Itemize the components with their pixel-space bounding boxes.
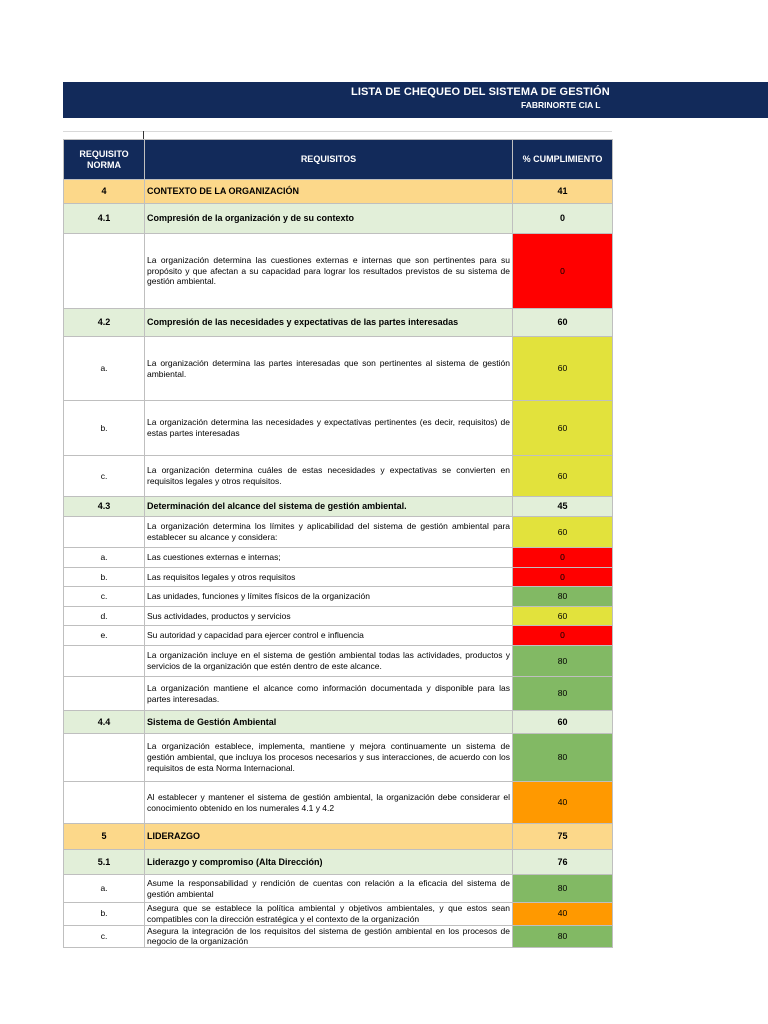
table-row xyxy=(64,646,613,677)
row-id: c. xyxy=(64,587,145,607)
report-title: LISTA DE CHEQUEO DEL SISTEMA DE GESTIÓN xyxy=(351,86,610,98)
row-text: Las requisitos legales y otros requisitos xyxy=(145,568,513,587)
row-id: b. xyxy=(64,401,145,456)
row-id xyxy=(64,782,145,824)
row-text: La organización determina cuáles de estas necesidades y expectativas se convierten en requisitos legales y otros requisitos. xyxy=(145,456,513,497)
row-pct: 80 xyxy=(513,875,613,903)
row-pct: 0 xyxy=(513,204,613,234)
row-text: Las unidades, funciones y límites físicos de la organización xyxy=(145,587,513,607)
row-text: Al establecer y mantener el sistema de gestión ambiental, la organización debe considerar el conocimiento obtenido en los numerales 4.1 y 4.2 xyxy=(145,782,513,824)
company-name: FABRINORTE CIA L xyxy=(521,100,601,110)
row-text: Su autoridad y capacidad para ejercer control e influencia xyxy=(145,626,513,646)
row-text: La organización determina los límites y aplicabilidad del sistema de gestión ambiental para establecer su alcance y considera: xyxy=(145,517,513,548)
row-pct: 60 xyxy=(513,309,613,337)
row-id xyxy=(64,677,145,711)
table-row xyxy=(64,734,613,782)
header-requisitos: REQUISITOS xyxy=(145,140,513,180)
row-id: 4.1 xyxy=(64,204,145,234)
row-text: La organización mantiene el alcance como información documentada y disponible para las partes interesadas. xyxy=(145,677,513,711)
row-id: 5 xyxy=(64,824,145,850)
cell-cursor-mark xyxy=(143,131,144,139)
checklist-table xyxy=(63,139,613,948)
row-text: Asegura que se establece la política ambiental y objetivos ambientales, y que estos sean compatibles con la dirección estratégica y el contexto de la organización xyxy=(145,903,513,926)
row-text: La organización establece, implementa, mantiene y mejora continuamente un sistema de gestión ambiental, que incluya los procesos necesarios y sus interacciones, de acuerdo con los requisitos de esta Norma Internacional. xyxy=(145,734,513,782)
row-text: CONTEXTO DE LA ORGANIZACIÓN xyxy=(145,180,513,204)
row-pct: 60 xyxy=(513,456,613,497)
row-text: La organización incluye en el sistema de gestión ambiental todas las actividades, productos y servicios de la organización que estén dentro de este alcance. xyxy=(145,646,513,677)
row-text: Sistema de Gestión Ambiental xyxy=(145,711,513,734)
row-pct: 0 xyxy=(513,548,613,568)
row-pct: 60 xyxy=(513,607,613,626)
table-header-row xyxy=(64,140,613,180)
row-text: Las cuestiones externas e internas; xyxy=(145,548,513,568)
report-header-banner xyxy=(63,82,768,118)
row-pct: 80 xyxy=(513,734,613,782)
row-pct: 80 xyxy=(513,925,613,948)
table-row-section xyxy=(64,824,613,850)
table-row xyxy=(64,337,613,401)
row-id: c. xyxy=(64,456,145,497)
row-id: 5.1 xyxy=(64,850,145,875)
row-id xyxy=(64,646,145,677)
table-row xyxy=(64,456,613,497)
row-pct: 0 xyxy=(513,234,613,309)
row-pct: 60 xyxy=(513,517,613,548)
table-row xyxy=(64,234,613,309)
header-requisito-norma: REQUISITO NORMA xyxy=(64,140,145,180)
row-id: d. xyxy=(64,607,145,626)
row-pct: 60 xyxy=(513,711,613,734)
table-row xyxy=(64,607,613,626)
table-row xyxy=(64,587,613,607)
row-id: 4.3 xyxy=(64,497,145,517)
table-row xyxy=(64,401,613,456)
row-id xyxy=(64,517,145,548)
row-text: Asume la responsabilidad y rendición de cuentas con relación a la eficacia del sistema de gestión ambiental xyxy=(145,875,513,903)
table-row-subsection xyxy=(64,204,613,234)
table-row xyxy=(64,568,613,587)
table-row-subsection xyxy=(64,850,613,875)
table-row-subsection xyxy=(64,711,613,734)
header-cumplimiento: % CUMPLIMIENTO xyxy=(513,140,613,180)
row-id: a. xyxy=(64,875,145,903)
table-row xyxy=(64,626,613,646)
table-row xyxy=(64,548,613,568)
row-text: LIDERAZGO xyxy=(145,824,513,850)
row-id: 4.2 xyxy=(64,309,145,337)
row-text: Compresión de las necesidades y expectativas de las partes interesadas xyxy=(145,309,513,337)
row-pct: 80 xyxy=(513,646,613,677)
table-row xyxy=(64,677,613,711)
table-row-subsection xyxy=(64,497,613,517)
row-pct: 75 xyxy=(513,824,613,850)
row-pct: 60 xyxy=(513,337,613,401)
row-id xyxy=(64,734,145,782)
row-id: a. xyxy=(64,548,145,568)
row-text: Asegura la integración de los requisitos del sistema de gestión ambiental en los procesos de negocio de la organización xyxy=(145,925,513,948)
row-pct: 0 xyxy=(513,626,613,646)
table-row-subsection xyxy=(64,309,613,337)
row-pct: 41 xyxy=(513,180,613,204)
table-row xyxy=(64,782,613,824)
row-text: Compresión de la organización y de su contexto xyxy=(145,204,513,234)
row-pct: 60 xyxy=(513,401,613,456)
row-pct: 80 xyxy=(513,677,613,711)
table-row xyxy=(64,517,613,548)
table-row xyxy=(64,875,613,903)
row-pct: 45 xyxy=(513,497,613,517)
row-id: b. xyxy=(64,568,145,587)
row-pct: 80 xyxy=(513,587,613,607)
row-text: La organización determina las necesidades y expectativas pertinentes (es decir, requisitos) de estas partes interesadas xyxy=(145,401,513,456)
row-text: Liderazgo y compromiso (Alta Dirección) xyxy=(145,850,513,875)
row-id: 4 xyxy=(64,180,145,204)
row-id: e. xyxy=(64,626,145,646)
row-pct: 40 xyxy=(513,903,613,926)
table-row xyxy=(64,925,613,948)
divider xyxy=(63,131,612,132)
row-text: La organización determina las partes interesadas que son pertinentes al sistema de gestión ambiental. xyxy=(145,337,513,401)
row-text: Sus actividades, productos y servicios xyxy=(145,607,513,626)
row-pct: 40 xyxy=(513,782,613,824)
table-row-section xyxy=(64,180,613,204)
row-text: Determinación del alcance del sistema de gestión ambiental. xyxy=(145,497,513,517)
row-id: a. xyxy=(64,337,145,401)
row-id: 4.4 xyxy=(64,711,145,734)
row-text: La organización determina las cuestiones externas e internas que son pertinentes para su propósito y que afectan a su capacidad para lograr los resultados previstos de su sistema de gestión ambiental. xyxy=(145,234,513,309)
row-id: c. xyxy=(64,925,145,948)
row-pct: 0 xyxy=(513,568,613,587)
table-row xyxy=(64,903,613,926)
row-pct: 76 xyxy=(513,850,613,875)
row-id xyxy=(64,234,145,309)
row-id: b. xyxy=(64,903,145,926)
